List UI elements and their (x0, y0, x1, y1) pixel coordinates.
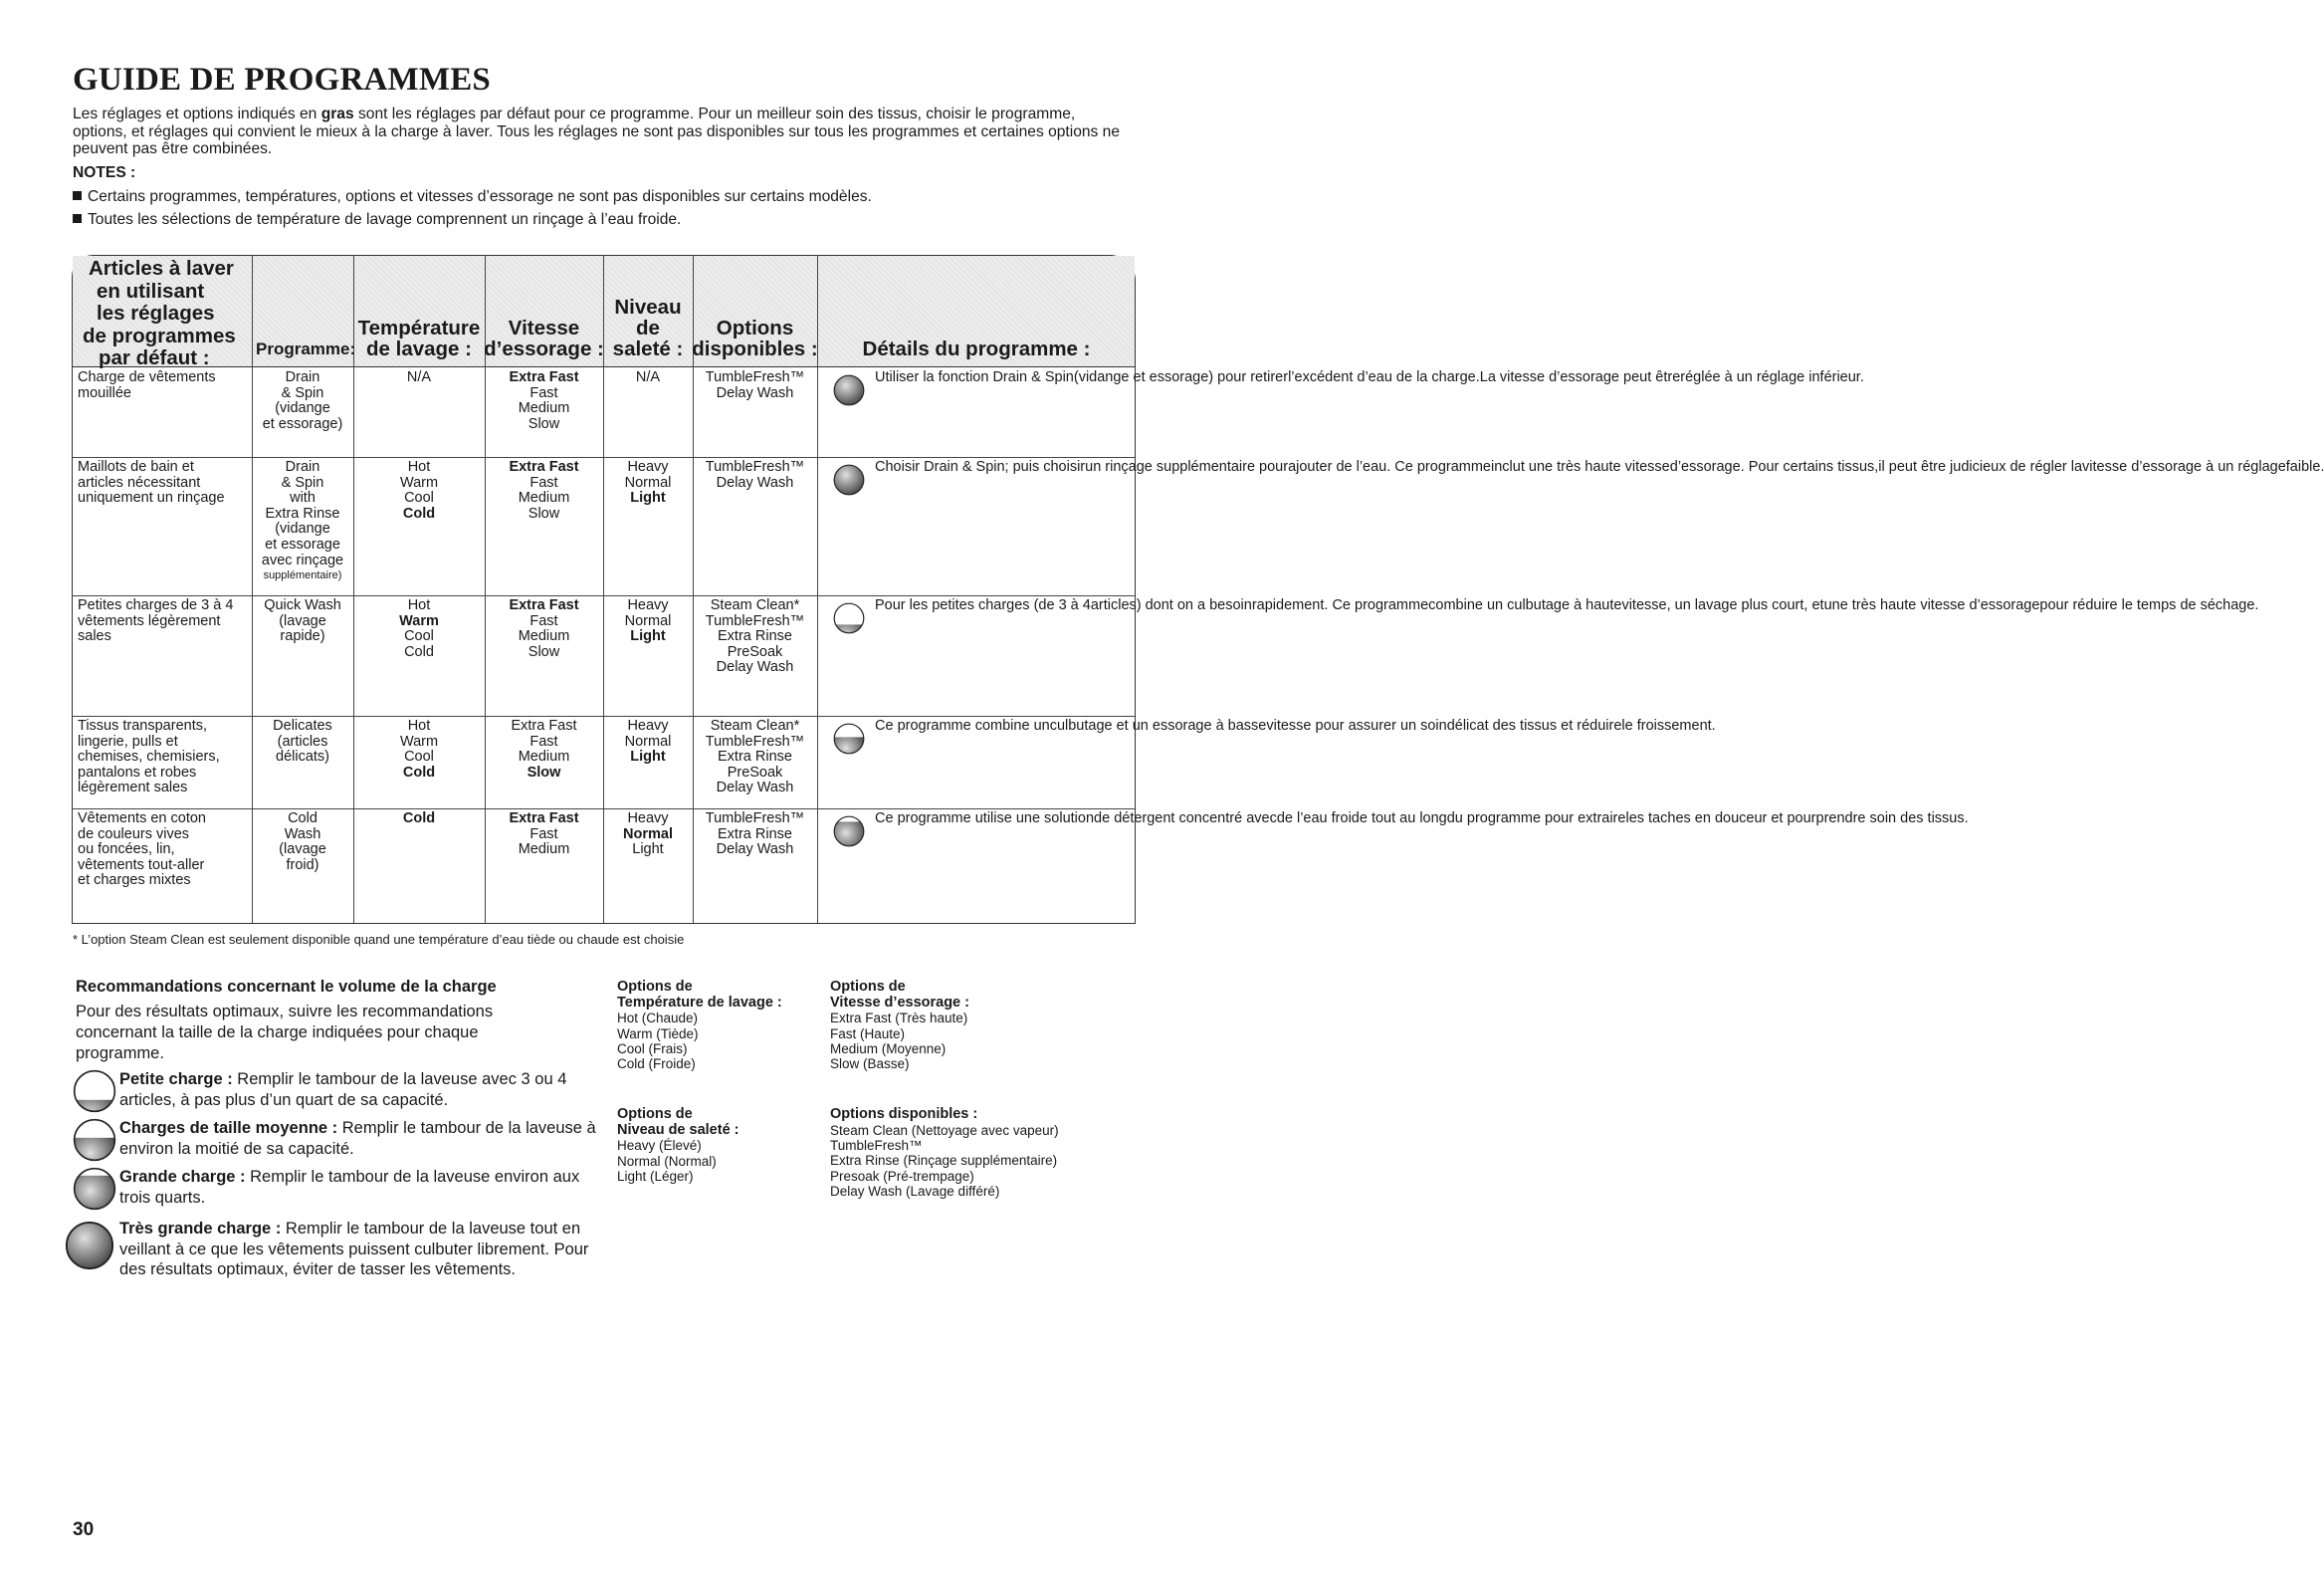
cell-line: PreSoak (727, 643, 783, 660)
cell-line: & Spin (281, 384, 324, 401)
large-load-icon (833, 815, 865, 847)
note-item (73, 188, 872, 206)
cell-line: Heavy (627, 597, 669, 613)
cell-line: de l’eau froide tout au long (1276, 810, 1447, 826)
cell-line: avec rinçage (261, 552, 344, 568)
options-list (617, 980, 782, 1072)
cell-line: (vidange (275, 521, 330, 538)
cell-line: Utiliser la fonction Drain & Spin (875, 369, 1074, 385)
header-line: Options (716, 317, 794, 339)
cell-line: culbutage et un essorage à basse (1049, 718, 1267, 734)
cell-line: vitesse, un lavage plus court, et (1621, 597, 1824, 613)
cell-line: rapide) (280, 628, 325, 645)
table-cell-temperature (353, 719, 485, 781)
bullet-square-icon (73, 214, 82, 223)
cell-line: délicats) (276, 749, 329, 766)
cell-line: (vidange et essorage) pour retirer (1073, 369, 1289, 385)
cell-line: lingerie, pulls et (78, 733, 178, 750)
cell-line: Vêtements en coton (78, 810, 206, 826)
table-cell-options (693, 598, 817, 676)
cell-line: Extra Fast (509, 369, 579, 385)
cell-line: Delicates (273, 718, 332, 734)
intro-text-2: sont les réglages par défaut pour ce programme. Pour un meilleur soin des tissus, choisir le programme, options, et réglages qui convient le mieux à la charge à laver. Tous les réglages ne sont pas disponibles sur tous les programmes et certaines options ne peuvent pas être combinées. (73, 106, 1121, 157)
cell-line: Ce programme utilise une solution (875, 810, 1095, 826)
load-size-indicator (73, 1069, 116, 1118)
cell-line: Pour les petites charges (de 3 à 4 (875, 597, 1091, 613)
cell-line: TumbleFresh™ (705, 369, 805, 385)
options-list-item: Light (Léger) (617, 1169, 694, 1184)
cell-line: ou foncées, lin, (78, 841, 175, 858)
load-size-indicator (833, 374, 865, 406)
cell-line: Normal (624, 474, 672, 491)
table-cell-programme (252, 460, 353, 584)
cell-line: Delay Wash (716, 384, 794, 401)
cell-line: supplémentaire) (263, 569, 342, 582)
load-size-text: Remplir le tambour de la laveuse avec 3 ou 4 articles, à pas plus d’un quart de sa capacité. (119, 1070, 567, 1109)
table-cell-options (693, 460, 817, 491)
cell-line: (articles (277, 733, 328, 750)
cell-line: Extra Fast (509, 459, 579, 475)
cell-line: TumbleFresh™ (705, 810, 805, 826)
load-size-indicator (833, 464, 865, 496)
cell-line: Heavy (627, 718, 669, 734)
cell-line: Medium (518, 841, 570, 858)
cell-line: Heavy (627, 810, 669, 826)
header-line: de programmes (83, 324, 236, 347)
load-size-indicator (833, 602, 865, 634)
options-list-item: Cold (Froide) (617, 1056, 696, 1072)
table-cell-vitesse (485, 460, 603, 522)
cell-line: Maillots de bain et (78, 459, 194, 475)
options-list-heading: Options de (830, 979, 906, 995)
table-cell-articles (78, 719, 220, 796)
cell-line: Warm (399, 612, 439, 629)
cell-line: uniquement un rinçage (78, 490, 225, 507)
table-cell-niveau (603, 370, 693, 386)
cell-line: N/A (635, 369, 661, 385)
options-list-heading: Température de lavage : (617, 994, 782, 1011)
cell-line: Slow (528, 505, 560, 522)
options-list-item: Presoak (Pré-trempage) (830, 1168, 974, 1184)
program-guide-table (72, 255, 2324, 924)
full-load-icon (833, 374, 865, 406)
cell-line: Light (632, 841, 664, 858)
header-programme (252, 256, 356, 365)
cell-line: Medium (518, 749, 570, 766)
cell-line: de détergent concentré avec (1094, 810, 1277, 826)
note-text: Certains programmes, températures, options et vitesses d’essorage ne sont pas disponibles sur certains modèles. (88, 188, 872, 205)
intro-bold: gras (320, 106, 354, 122)
table-cell-options (693, 719, 817, 796)
table-cell-niveau (603, 719, 693, 766)
options-list-item: Normal (Normal) (617, 1153, 717, 1169)
cell-line: TumbleFresh™ (705, 733, 805, 750)
header-line: d’essorage : (484, 338, 604, 360)
header-line: de (636, 317, 660, 339)
large-load-icon (73, 1167, 116, 1211)
cell-line: Extra Rinse (265, 505, 340, 522)
cell-line: (vidange (275, 400, 330, 417)
options-list (617, 1107, 739, 1184)
table-cell-niveau (603, 460, 693, 507)
table-cell-vitesse (485, 598, 603, 660)
table-cell-vitesse (485, 811, 603, 858)
cell-line: faible. (2285, 459, 2324, 475)
table-cell-details (875, 719, 1716, 735)
cell-line: Medium (518, 400, 570, 417)
full-load-icon (65, 1221, 114, 1270)
table-cell-vitesse (485, 370, 603, 432)
options-list-heading: Options disponibles : (830, 1106, 978, 1122)
load-size-indicator (73, 1118, 116, 1167)
load-size-text: Remplir le tambour de la laveuse à environ la moitié de sa capacité. (119, 1119, 596, 1158)
load-size-indicator (833, 815, 865, 847)
cell-line: Normal (624, 612, 672, 629)
recommendations-heading: Recommandations concernant le volume de la charge (76, 978, 497, 996)
cell-line: l’excédent d’eau de la charge. (1288, 369, 1480, 385)
cell-line: Delay Wash (716, 841, 794, 858)
table-cell-vitesse (485, 719, 603, 781)
cell-line: Hot (407, 459, 431, 475)
header-line: les réglages (97, 302, 215, 325)
cell-line: pour réduire le temps de séchage. (2039, 597, 2259, 613)
cell-line: Normal (623, 825, 673, 842)
options-list-item: Warm (Tiède) (617, 1025, 699, 1041)
row-divider (73, 808, 1135, 809)
load-size-indicator (73, 1167, 116, 1216)
cell-line: Tissus transparents, (78, 718, 208, 734)
options-list-item: Extra Fast (Très haute) (830, 1011, 968, 1026)
table-cell-temperature (353, 460, 485, 522)
cell-line: vitesse pour assurer un soin (1266, 718, 1447, 734)
cell-line: Drain (285, 459, 320, 475)
cell-line: et charges mixtes (78, 872, 191, 889)
cell-line: articles nécessitant (78, 474, 201, 491)
table-cell-programme (252, 370, 353, 432)
bullet-square-icon (73, 191, 82, 200)
cell-line: Charge de vêtements (78, 369, 216, 385)
row-divider (73, 716, 1135, 717)
cell-line: inclut une très haute vitesse (1491, 459, 1670, 475)
table-cell-details (875, 811, 1969, 827)
table-cell-articles (78, 598, 233, 645)
options-list-item: Steam Clean (Nettoyage avec vapeur) (830, 1122, 1059, 1138)
header-options (693, 256, 817, 365)
table-cell-options (693, 370, 817, 401)
cell-line: N/A (406, 369, 432, 385)
header-line: saleté : (612, 338, 684, 360)
table-cell-programme (252, 719, 353, 766)
options-list (830, 980, 969, 1072)
cell-line: il peut être judicieux de régler la (1878, 459, 2083, 475)
cell-line: le froissement. (1621, 718, 1716, 734)
small-load-icon (73, 1069, 116, 1113)
cell-line: Fast (529, 733, 558, 750)
cell-line: les taches en douceur et pour (1625, 810, 1816, 826)
cell-line: Cool (404, 749, 434, 766)
table-cell-articles (78, 811, 206, 889)
options-list-item: Heavy (Élevé) (617, 1138, 702, 1154)
cell-line: PreSoak (727, 764, 783, 781)
header-line: Température (357, 317, 481, 339)
cell-line: Light (630, 749, 666, 766)
cell-line: Light (630, 628, 666, 645)
load-size-label: Charges de taille moyenne : (119, 1119, 338, 1137)
cell-line: mouillée (78, 384, 131, 401)
cell-line: Choisir Drain & Spin; puis choisir (875, 459, 1086, 475)
notes-heading: NOTES : (73, 164, 136, 181)
cell-line: Warm (399, 474, 439, 491)
cell-line: du programme pour extraire (1446, 810, 1626, 826)
cell-line: Ce programme combine un (875, 718, 1050, 734)
table-cell-details (875, 460, 2324, 476)
options-list-heading: Vitesse d’essorage : (830, 994, 969, 1011)
cell-line: Warm (399, 733, 439, 750)
medium-load-icon (833, 723, 865, 755)
cell-line: Cold (404, 643, 434, 660)
cell-line: froid) (286, 856, 319, 873)
options-list-heading: Niveau de saleté : (617, 1121, 739, 1138)
header-articles (73, 256, 252, 369)
cell-line: Light (630, 490, 666, 507)
cell-line: Cold (288, 810, 317, 826)
cell-line: Medium (518, 628, 570, 645)
header-line: de lavage : (366, 338, 472, 360)
table-cell-temperature (353, 811, 485, 827)
cell-line: prendre soin des tissus. (1815, 810, 1969, 826)
cell-line: Fast (529, 825, 558, 842)
cell-line: (lavage (279, 612, 326, 629)
cell-line: Fast (529, 474, 558, 491)
cell-line: Fast (529, 612, 558, 629)
cell-line: et essorage (265, 536, 340, 553)
cell-line: Extra Fast (511, 718, 577, 734)
header-details (817, 256, 1136, 365)
note-text: Toutes les sélections de température de lavage comprennent un rinçage à l’eau froide. (88, 211, 682, 228)
options-list-item: TumbleFresh™ (830, 1138, 923, 1153)
cell-line: Normal (624, 733, 672, 750)
row-divider (73, 457, 1135, 458)
cell-line: Cool (404, 490, 434, 507)
cell-line: Cool (404, 628, 434, 645)
table-cell-niveau (603, 598, 693, 645)
cell-line: vêtements légèrement (78, 612, 221, 629)
load-size-text: Remplir le tambour de la laveuse tout en veillant à ce que les vêtements puissent culbuter librement. Pour des résultats optimaux, éviter de tasser les vêtements. (119, 1220, 589, 1278)
header-line: disponibles : (692, 338, 818, 360)
cell-line: de couleurs vives (78, 825, 190, 842)
load-size-item (119, 1167, 597, 1208)
cell-line: Petites charges de 3 à 4 (78, 597, 234, 613)
cell-line: articles) dont on a besoin (1090, 597, 1252, 613)
cell-line: Heavy (627, 459, 669, 475)
load-size-text: Remplir le tambour de la laveuse environ aux trois quarts. (119, 1168, 580, 1207)
cell-line: Delay Wash (716, 474, 794, 491)
cell-line: with (290, 490, 316, 507)
table-cell-options (693, 811, 817, 858)
small-load-icon (833, 602, 865, 634)
cell-line: Extra Rinse (718, 825, 792, 842)
cell-line: Hot (407, 597, 431, 613)
recommendations-intro: Pour des résultats optimaux, suivre les recommandations concernant la taille de la charge indiquées pour chaque programme. (76, 1003, 494, 1062)
cell-line: Quick Wash (264, 597, 341, 613)
cell-line: délicat des tissus et réduire (1446, 718, 1622, 734)
table-cell-niveau (603, 811, 693, 858)
load-size-item (119, 1118, 597, 1159)
load-size-item (119, 1069, 597, 1110)
cell-line: vêtements tout-aller (78, 856, 205, 873)
cell-line: Steam Clean* (710, 718, 800, 734)
cell-line: Cold (402, 764, 436, 781)
load-size-label: Très grande charge : (119, 1220, 282, 1238)
cell-line: Wash (284, 825, 321, 842)
options-list-heading: Options de (617, 979, 693, 995)
table-cell-details (875, 370, 1864, 386)
table-cell-programme (252, 598, 353, 645)
table-cell-details (875, 598, 2258, 614)
page-title: GUIDE DE PROGRAMMES (73, 62, 491, 98)
table-cell-articles (78, 370, 216, 401)
full-load-icon (833, 464, 865, 496)
options-list-item: Extra Rinse (Rinçage supplémentaire) (830, 1153, 1058, 1169)
table-cell-articles (78, 460, 225, 507)
footnote: * L’option Steam Clean est seulement disponible quand une température d’eau tiède ou chaude est choisie (73, 932, 685, 947)
cell-line: Slow (527, 764, 561, 781)
cell-line: TumbleFresh™ (705, 612, 805, 629)
options-list-item: Slow (Basse) (830, 1056, 910, 1072)
table-cell-temperature (353, 370, 485, 386)
cell-line: sales (78, 628, 111, 645)
cell-line: TumbleFresh™ (705, 459, 805, 475)
cell-line: une très haute vitesse d’essorage (1823, 597, 2040, 613)
cell-line: Medium (518, 490, 570, 507)
header-niveau (603, 256, 693, 365)
cell-line: et essorage) (262, 415, 343, 432)
cell-line: pantalons et robes (78, 764, 197, 781)
cell-line: Slow (528, 415, 560, 432)
cell-line: Extra Fast (509, 597, 579, 613)
cell-line: & Spin (281, 474, 324, 491)
cell-line: rapidement. Ce programme (1251, 597, 1429, 613)
row-divider (73, 595, 1135, 596)
header-line: Niveau (614, 296, 682, 319)
cell-line: Extra Fast (509, 810, 579, 826)
options-list-item: Medium (Moyenne) (830, 1041, 947, 1056)
cell-line: d’essorage. Pour certains tissus, (1669, 459, 1879, 475)
header-line: Programme: (256, 339, 356, 358)
cell-line: Cold (402, 810, 436, 826)
options-list-item: Delay Wash (Lavage différé) (830, 1184, 1000, 1200)
header-line: Vitesse (508, 317, 580, 339)
medium-load-icon (73, 1118, 116, 1162)
cell-line: combine un culbutage à haute (1428, 597, 1622, 613)
options-list (830, 1107, 1059, 1200)
header-line: en utilisant (97, 279, 205, 303)
cell-line: chemises, chemisiers, (78, 749, 220, 766)
intro-text-1: Les réglages et options indiqués en (73, 106, 321, 122)
page-number: 30 (73, 1519, 95, 1540)
note-item (73, 211, 681, 229)
table-cell-programme (252, 811, 353, 873)
cell-line: Slow (528, 643, 560, 660)
cell-line: réglée à un réglage inférieur. (1680, 369, 1864, 385)
cell-line: Extra Rinse (718, 749, 792, 766)
cell-line: Cold (402, 505, 436, 522)
cell-line: Delay Wash (716, 780, 794, 796)
options-list-item: Fast (Haute) (830, 1025, 906, 1041)
header-temperature (353, 256, 485, 365)
header-line: Détails du programme : (862, 338, 1091, 360)
cell-line: La vitesse d’essorage peut être (1479, 369, 1681, 385)
cell-line: Extra Rinse (718, 628, 792, 645)
cell-line: Steam Clean* (710, 597, 800, 613)
options-list-item: Cool (Frais) (617, 1041, 688, 1056)
load-size-label: Petite charge : (119, 1070, 233, 1088)
table-cell-temperature (353, 598, 485, 660)
intro-paragraph (73, 106, 1128, 158)
cell-line: ajouter de l’eau. Ce programme (1288, 459, 1491, 475)
header-line: par défaut : (99, 346, 210, 369)
cell-line: un rinçage supplémentaire pour (1085, 459, 1289, 475)
load-size-label: Grande charge : (119, 1168, 246, 1186)
cell-line: légèrement sales (78, 780, 188, 796)
cell-line: vitesse d’essorage à un réglage (2082, 459, 2286, 475)
options-list-heading: Options de (617, 1106, 693, 1122)
load-size-item (119, 1219, 597, 1280)
cell-line: Drain (285, 369, 320, 385)
cell-line: Delay Wash (716, 659, 794, 676)
cell-line: Hot (407, 718, 431, 734)
load-size-indicator (65, 1221, 114, 1275)
load-size-indicator (833, 723, 865, 755)
header-vitesse (485, 256, 603, 365)
cell-line: Fast (529, 384, 558, 401)
options-list-item: Hot (Chaude) (617, 1011, 699, 1026)
cell-line: (lavage (279, 841, 326, 858)
header-line: Articles à laver (89, 257, 234, 280)
